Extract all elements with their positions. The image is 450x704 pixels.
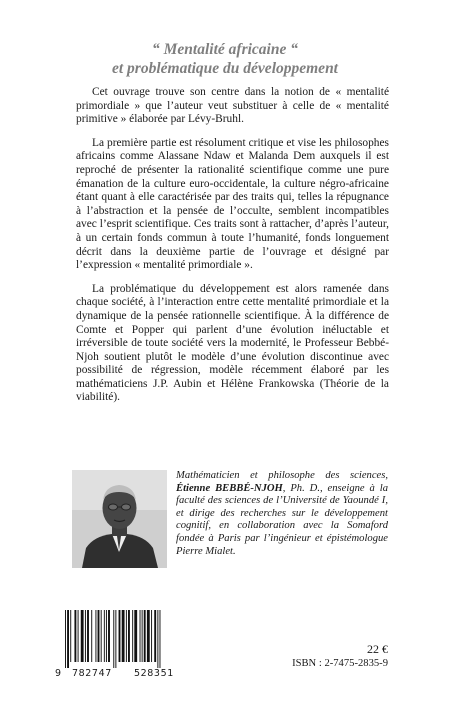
barcode-bar [104, 610, 105, 662]
barcode-bars [63, 610, 197, 668]
isbn-number: ISBN : 2-7475-2835-9 [292, 658, 388, 669]
barcode-bar [157, 610, 158, 668]
barcode-bar [113, 610, 114, 668]
barcode-bar [132, 610, 133, 662]
barcode-bar [160, 610, 161, 668]
title-line-2: et problématique du développement [111, 60, 338, 77]
bio-intro: Mathématicien et philosophe des sciences, [176, 470, 388, 481]
barcode-bar [98, 610, 100, 662]
barcode-bar [115, 610, 116, 668]
barcode-bar [151, 610, 152, 662]
price: 22 € [367, 642, 388, 656]
barcode-bar [119, 610, 121, 662]
barcode-bar [78, 610, 79, 662]
isbn-barcode [55, 610, 201, 680]
barcode-bar [108, 610, 110, 662]
barcode-bar [154, 610, 156, 662]
barcode-bar [81, 610, 84, 662]
barcode-bar [101, 610, 102, 662]
barcode-bar [95, 610, 96, 662]
barcode-group-2: 528351 [134, 668, 174, 679]
author-name: Étienne BEBBÉ-NJOH [176, 482, 283, 494]
barcode-bar [91, 610, 92, 662]
barcode-bar [122, 610, 125, 662]
blurb [76, 86, 389, 415]
barcode-bar [65, 610, 66, 668]
barcode-bar [67, 610, 69, 668]
barcode-lead-digit: 9 [55, 668, 62, 679]
blurb-paragraph-2: La première partie est résolument critique et vise les philosophes africains comme Alassane Ndaw et Malanda Dem auxquels il est reproché de présenter la rationalité scientifique comme une pure émanation de la culture euro-occidentale, la culture négro-africaine étant quant à elle caractérisée par des traits qui, telles la répugnance à l’abstraction et la pensée de l’occulte, semblent incompatibles avec l’esprit scientifique. Ces traits sont à rattacher, d’après l’auteur, à un certain fonds commun à toute l’humanité, fonds longuement décrit dans la deuxième partie de l’ouvrage et désigné par l’expression « mentalité primordiale ». [76, 136, 389, 272]
barcode-bar [87, 610, 89, 662]
barcode-bar [144, 610, 146, 662]
barcode-group-1: 782747 [72, 668, 112, 679]
barcode-bar [70, 610, 71, 662]
title-line-1: “ Mentalité africaine “ [152, 41, 298, 58]
barcode-bar [134, 610, 137, 662]
bio-details: , Ph. D., enseigne à la faculté des sciences de l’Université de Yaoundé I, et dirige des recherches sur le développement cognitif, en collaboration avec la Somaford fondée à Paris par l’ingénieur et épistémologue Pierre Mialet. [176, 482, 388, 557]
barcode-bar [106, 610, 107, 662]
barcode-bar [85, 610, 86, 662]
author-bio [176, 470, 388, 558]
barcode-bar [128, 610, 130, 662]
blurb-paragraph-1: Cet ouvrage trouve son centre dans la notion de « mentalité primordiale » que l’auteur veut substituer à celle de « mentalité primitive » élaborée par Lévy-Bruhl. [76, 86, 389, 126]
barcode-bar [147, 610, 150, 662]
barcode-bar [140, 610, 141, 662]
blurb-paragraph-3: La problématique du développement est alors ramenée dans chaque société, à l’interaction entre cette mentalité primordiale et la dynamique de la pensée rationnelle scientifique. À la différence de Comte et Popper qui parlent d’une évolution inéluctable et irréversible de toute société vers la modernité, le Professeur Bebbé-Njoh soutient plutôt le modèle d’une évolution discontinue avec possibilité de régression, modèle récemment élaboré par les mathématiciens J.P. Aubin et Hélène Frankowska (Théorie de la viabilité). [76, 282, 389, 404]
barcode-bar [126, 610, 127, 662]
author-portrait-icon [72, 470, 167, 568]
barcode-bar [74, 610, 76, 662]
book-title [0, 40, 450, 78]
author-photo [72, 470, 167, 568]
barcode-bar [142, 610, 143, 662]
